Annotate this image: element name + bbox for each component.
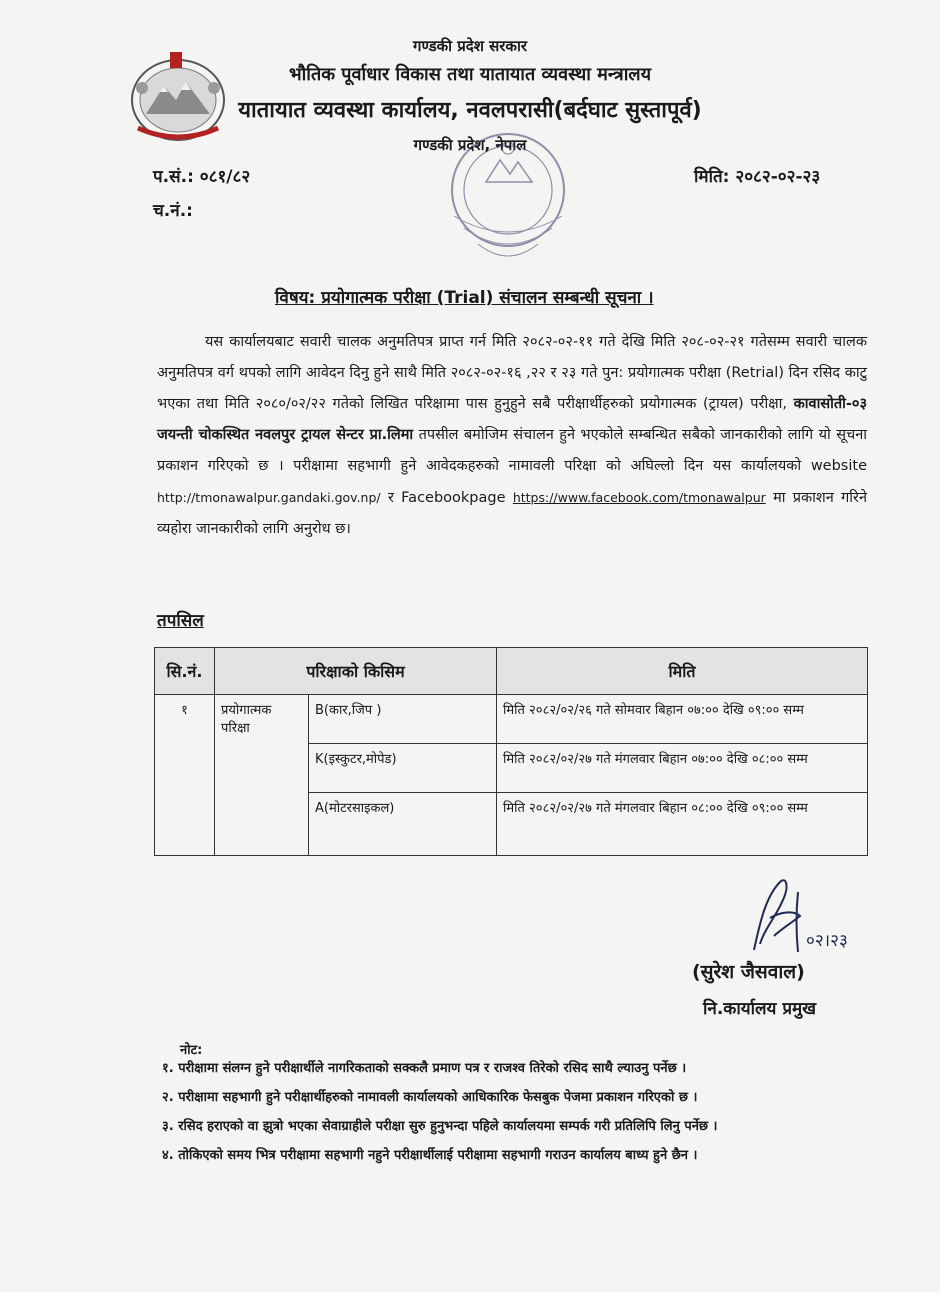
- facebook-label: Facebookpage: [401, 490, 506, 506]
- header-serial-number: सि.नं.: [155, 648, 215, 695]
- note-item: १. परीक्षामा संलग्न हुने परीक्षार्थीले नागरिकताको सक्कलै प्रमाण पत्र र राजश्व तिरेको रसिद साथै ल्याउनु पर्नेछ ।: [162, 1061, 687, 1076]
- office-seal-stamp: [434, 120, 582, 278]
- note-item: ३. रसिद हराएको वा झुत्रो भएका सेवाग्राहीले परीक्षा सुरु हुनुभन्दा पहिले कार्यालयमा सम्पर्क गरी प्रतिलिपि लिनु पर्नेछ ।: [162, 1119, 718, 1134]
- dispatch-number: च.नं.:: [153, 201, 193, 221]
- handwritten-signature: [740, 872, 870, 962]
- trial-center-location: कावासोती-०३ जयन्ती चोकस्थित नवलपुर ट्रायल सेन्टर प्रा.लिमा: [157, 396, 868, 443]
- table-header-row: [155, 648, 868, 695]
- category-cell: K(इस्कुटर,मोपेड): [309, 744, 497, 793]
- signatory-name: (सुरेश जैसवाल): [692, 961, 805, 983]
- body-paragraph-3: मा प्रकाशन गरिने व्यहोरा जानकारीको लागि अनुरोध छ।: [157, 490, 868, 537]
- provincial-government-heading: गण्डकी प्रदेश सरकार: [413, 37, 527, 55]
- notice-subject: विषय: प्रयोगात्मक परीक्षा (Trial) संचालन सम्बन्धी सूचना ।: [275, 288, 654, 308]
- exam-type-cell: प्रयोगात्मक परिक्षा: [215, 695, 309, 856]
- notice-date: मिति: २०८२-०२-२३: [694, 167, 821, 187]
- serial-number-cell: १: [155, 695, 215, 856]
- header-exam-type: परिक्षाको किसिम: [215, 648, 497, 695]
- conjunction-text: र: [387, 490, 394, 506]
- office-heading: यातायात व्यवस्था कार्यालय, नवलपरासी(बर्दघाट सुस्तापूर्व): [238, 98, 702, 123]
- notes-list: [162, 1058, 882, 1174]
- ministry-heading: भौतिक पूर्वाधार विकास तथा यातायात व्यवस्था मन्त्रालय: [288, 64, 652, 85]
- reference-number: प.सं.: ०८१/८२: [153, 167, 251, 187]
- category-cell: B(कार,जिप ): [309, 695, 497, 744]
- province-country-heading: गण्डकी प्रदेश, नेपाल: [413, 136, 527, 154]
- notes-label: नोट:: [180, 1043, 203, 1058]
- signature-date: ०२।२३: [806, 931, 848, 951]
- category-cell: A(मोटरसाइकल): [309, 793, 497, 856]
- table-row: [155, 695, 868, 744]
- schedule-date-cell: मिति २०८२/०२/२७ गते मंगलवार बिहान ०७:०० देखि ०८:०० सम्म: [497, 744, 868, 793]
- facebook-link[interactable]: https://www.facebook.com/tmonawalpur: [512, 490, 766, 505]
- signatory-title: नि.कार्यालय प्रमुख: [703, 999, 817, 1019]
- body-paragraph-1: यस कार्यालयबाट सवारी चालक अनुमतिपत्र प्राप्त गर्न मिति २०८२-०२-११ गते देखि मिति २०८-०२-२१ गतेसम्म सवारी चालक अनुमतिपत्र वर्ग थपको लागि आवेदन दिनु हुने साथै मिति २०८२-०२-१६ ,२२ र २३ गते पुन: प्रयोगात्मक परीक्षा (Retrial) दिन रसिद काटु भएका तथा मिति २०८०/०२/२२ गतेको लिखित परिक्षामा पास हुनुहुने सबै परीक्षार्थीहरुको प्रयोगात्मक (ट्रायल) परीक्षा,: [157, 334, 867, 412]
- schedule-date-cell: मिति २०८२/०२/२७ गते मंगलवार बिहान ०८:०० देखि ०९:०० सम्म: [497, 793, 868, 856]
- note-item: २. परीक्षामा सहभागी हुने परीक्षार्थीहरुको नामावली कार्यालयको आधिकारिक फेसबुक पेजमा प्रकाशन गरिएको छ ।: [162, 1090, 698, 1105]
- exam-schedule-table: [154, 647, 868, 856]
- note-item: ४. तोकिएको समय भित्र परीक्षामा सहभागी नहुने परीक्षार्थीलाई परीक्षामा सहभागी गराउन कार्यालय बाध्य हुने छैन ।: [162, 1148, 698, 1163]
- body-paragraph-2: तपसील बमोजिम संचालन हुने भएकोले सम्बन्धित सबैको जानकारीको लागि यो सूचना प्रकाशन गरिएको छ । परीक्षामा सहभागी हुने आवेदकहरुको नामावली परिक्षा को अघिल्लो दिन यस कार्यालयको website: [157, 427, 868, 474]
- website-url: http://tmonawalpur.gandaki.gov.np/: [157, 490, 381, 505]
- notice-body: [157, 327, 867, 545]
- schedule-date-cell: मिति २०८२/०२/२६ गते सोमवार बिहान ०७:०० देखि ०९:०० सम्म: [497, 695, 868, 744]
- header-date: मिति: [497, 648, 868, 695]
- schedule-heading: तपसिल: [157, 611, 204, 631]
